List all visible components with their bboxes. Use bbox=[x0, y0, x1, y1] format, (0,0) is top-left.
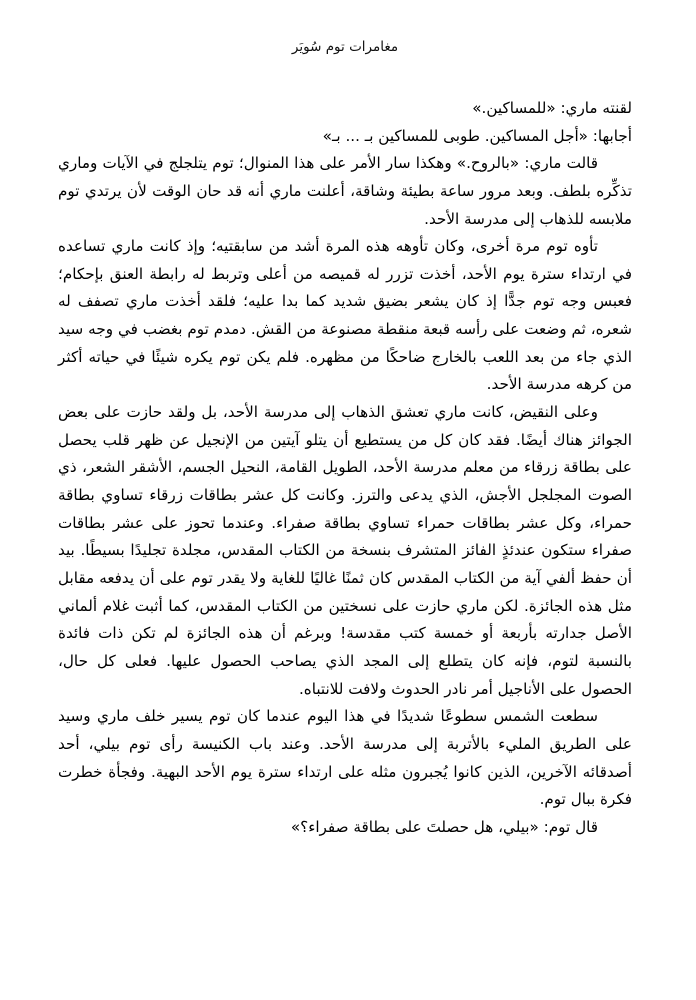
paragraph: وعلى النقيض، كانت ماري تعشق الذهاب إلى مدرسة الأحد، بل ولقد حازت على بعض الجوائز هناك أيضًا. فقد كان كل من يستطيع أن يتلو آيتين من الإنجيل عن ظهر قلب يحصل على بطاقة زرقاء من معلم مدرسة الأحد، الطويل القامة، النحيل الجسم، الأشقر الشعر، ذي الصوت المجلجل الأجش، الذي يدعى والترز. وكانت كل عشر بطاقات زرقاء تساوي بطاقة حمراء، وكل عشر بطاقات حمراء تساوي بطاقة صفراء. وعندما تحوز على عشر بطاقات صفراء ستكون عندئذٍ الفائز المتشرف بنسخة من الكتاب المقدس، مجلدة تجليدًا بسيطًا. بيد أن حفظ ألفي آية من الكتاب المقدس كان ثمنًا غاليًا للغاية ولا يقدر توم على أن يدفعه مقابل مثل هذه الجائزة. لكن ماري حازت على نسختين من الكتاب المقدس، كما أثبت غلام ألماني الأصل جدارته بأربعة أو خمسة كتب مقدسة! وبرغم أن هذه الجائزة لم تكن ذات فائدة بالنسبة لتوم، فإنه كان يتطلع إلى المجد الذي يصاحب الحصول عليها. فعلى كل حال، الحصول على الأناجيل أمر نادر الحدوث ولافت للانتباه. bbox=[58, 403, 632, 698]
paragraph: سطعت الشمس سطوعًا شديدًا في هذا اليوم عندما كان توم يسير خلف ماري وسيد على الطريق المليء بالأتربة إلى مدرسة الأحد. وعند باب الكنيسة رأى توم بيلي، أحد أصدقائه الآخرين، الذين كانوا يُجبرون مثله على ارتداء سترة يوم الأحد البهية. وفجأة خطرت فكرة ببال توم. bbox=[58, 707, 632, 809]
body-text bbox=[58, 95, 632, 842]
paragraph: قال توم: «بيلي، هل حصلتَ على بطاقة صفراء؟» bbox=[290, 817, 598, 836]
paragraph: أجابها: «أجل المساكين. طوبى للمساكين بـ ... بـ» bbox=[322, 126, 632, 145]
running-head: مغامرات توم سُويَر bbox=[291, 39, 399, 55]
paragraph: قالت ماري: «بالروح.» وهكذا سار الأمر على هذا المنوال؛ توم يتلجلج في الآيات وماري تذكِّره بلطف. وبعد مرور ساعة بطيئة وشاقة، أعلنت ماري أنه قد حان الوقت لأن يرتدي توم ملابسه للذهاب إلى مدرسة الأحد. bbox=[58, 154, 632, 228]
paragraph: تأوه توم مرة أخرى، وكان تأوهه هذه المرة أشد من سابقتيه؛ وإذ كانت ماري تساعده في ارتداء سترة يوم الأحد، أخذت تزرر له قميصه من أعلى وتربط له رابطة العنق بإحكام؛ فعبس وجه توم جدًّا إذ كان يشعر بضيق شديد كما بدا عليه؛ فلقد أخذت ماري تصفف له شعره، ثم وضعت على رأسه قبعة منقطة مصنوعة من القش. دمدم توم بغضب في وجه سيد الذي جاء من بعد اللعب بالخارج ضاحكًا من مظهره. فلم يكن توم يكره شيئًا في حياته أكثر من كرهه مدرسة الأحد. bbox=[58, 237, 632, 394]
paragraph: لقنته ماري: «للمساكين.» bbox=[472, 98, 632, 117]
